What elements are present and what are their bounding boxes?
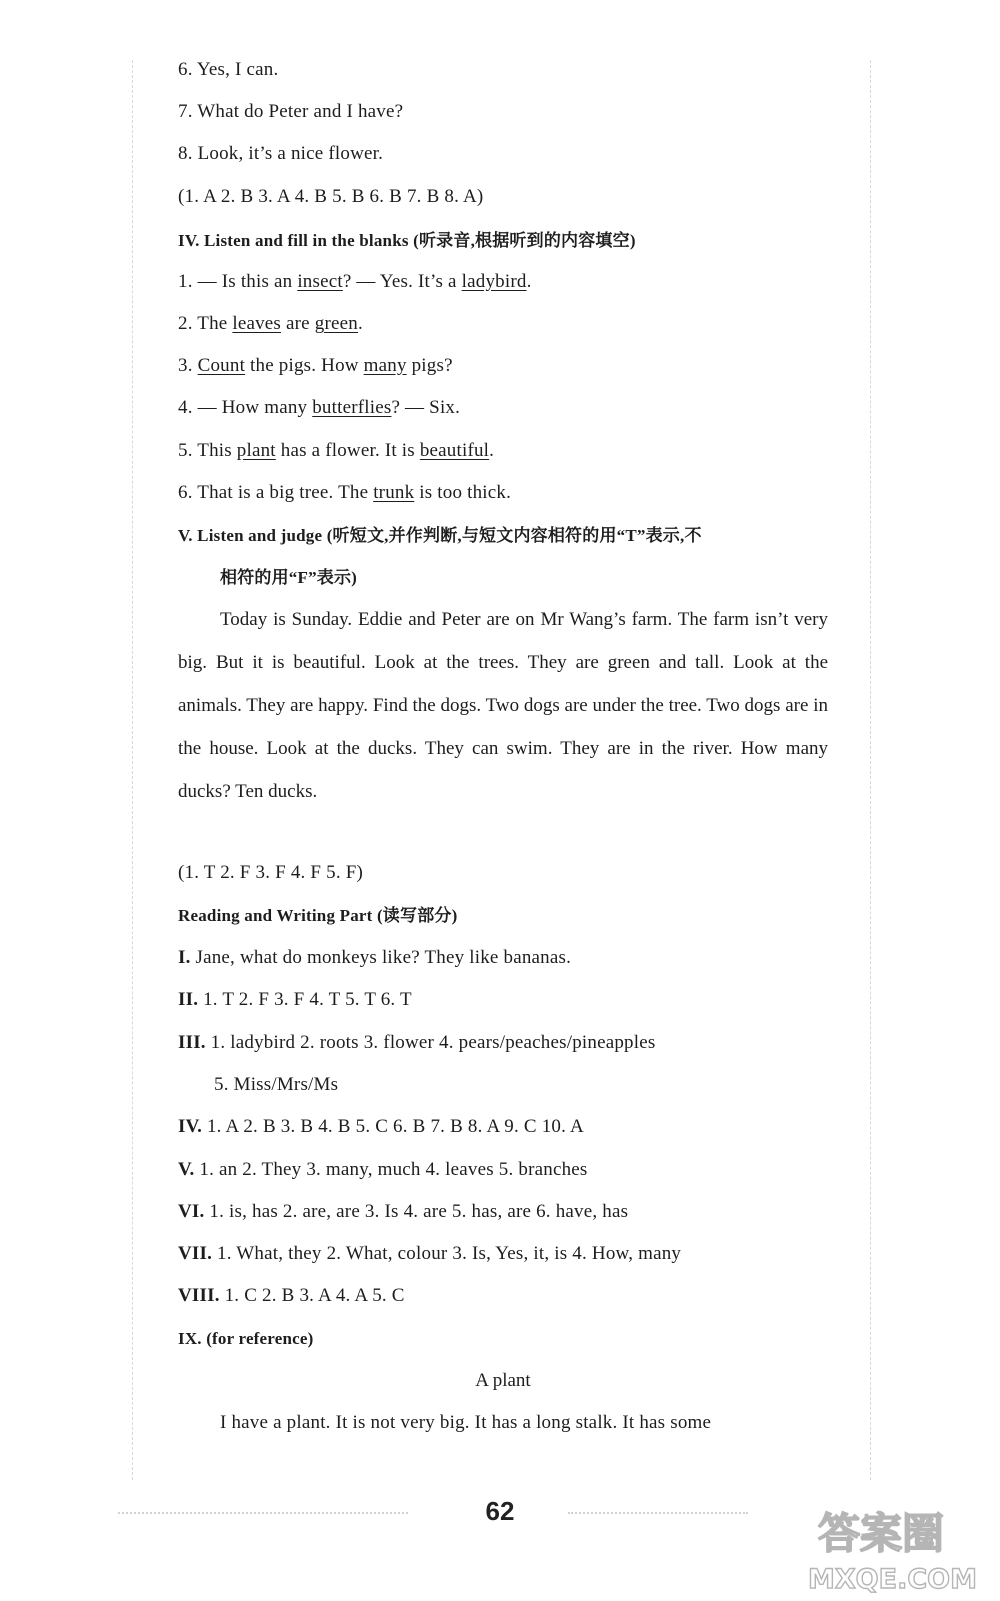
footer-rule-left xyxy=(118,1512,408,1514)
section4-heading: IV. Listen and fill in the blanks (听录音,根据听到的内容填空) xyxy=(178,231,636,250)
rw-item-4: IV. 1. A 2. B 3. B 4. B 5. C 6. B 7. B 8. A 9. C 10. A xyxy=(178,1116,584,1137)
fill-item-5: 5. This plant has a flower. It is beautiful. xyxy=(178,440,495,461)
rw-item-7: VII. 1. What, they 2. What, colour 3. Is, Yes, it, is 4. How, many xyxy=(178,1243,682,1264)
watermark-top-text: 答案圈 xyxy=(818,1509,945,1558)
rw-item-1: I. Jane, what do monkeys like? They like bananas. xyxy=(178,947,572,968)
rw-item-6: VI. 1. is, has 2. are, are 3. Is 4. are 5. has, are 6. have, has xyxy=(178,1201,629,1222)
page-number: 62 xyxy=(485,1496,515,1526)
answer-line-8: 8. Look, it’s a nice flower. xyxy=(178,143,384,164)
rw-item-9: IX. (for reference) xyxy=(178,1329,314,1348)
rw-item-8: VIII. 1. C 2. B 3. A 4. A 5. C xyxy=(178,1285,405,1306)
section5-answers: (1. T 2. F 3. F 4. F 5. F) xyxy=(178,862,364,883)
rw-item-3: III. 1. ladybird 2. roots 3. flower 4. pears/peaches/pineapples xyxy=(178,1032,656,1053)
watermark-logo xyxy=(800,1496,990,1596)
fill-item-1: 1. — Is this an insect? — Yes. It’s a ladybird. xyxy=(178,271,532,292)
listening-passage: Today is Sunday. Eddie and Peter are on Mr Wang’s farm. The farm isn’t very big. But it is beautiful. Look at the trees. They are green and tall. Look at the animals. They are happy. Find the dogs. Two dogs are under the tree. Two dogs are in the house. Look at the ducks. They can swim. They are in the river. How many ducks? Ten ducks. xyxy=(178,609,828,802)
essay-first-line: I have a plant. It is not very big. It has a long stalk. It has some xyxy=(220,1412,712,1433)
fill-item-4: 4. — How many butterflies? — Six. xyxy=(178,397,461,418)
answer-line-6: 6. Yes, I can. xyxy=(178,59,279,80)
fill-item-2: 2. The leaves are green. xyxy=(178,313,363,334)
right-margin-guide xyxy=(870,60,871,1480)
section5-heading-cont: 相符的用“F”表示) xyxy=(220,568,358,587)
footer-rule-right xyxy=(568,1512,748,1514)
left-margin-guide xyxy=(132,60,133,1480)
watermark-bottom-text: MXQE.COM xyxy=(808,1564,977,1595)
rw-item-3-cont: 5. Miss/Mrs/Ms xyxy=(214,1074,339,1095)
fill-item-3: 3. Count the pigs. How many pigs? xyxy=(178,355,453,376)
section3-answers: (1. A 2. B 3. A 4. B 5. B 6. B 7. B 8. A) xyxy=(178,186,484,207)
answer-line-7: 7. What do Peter and I have? xyxy=(178,101,404,122)
rw-item-5: V. 1. an 2. They 3. many, much 4. leaves 5. branches xyxy=(178,1159,588,1180)
reading-writing-heading: Reading and Writing Part (读写部分) xyxy=(178,906,458,925)
essay-title: A plant xyxy=(475,1370,531,1391)
fill-item-6: 6. That is a big tree. The trunk is too thick. xyxy=(178,482,512,503)
section5-heading: V. Listen and judge (听短文,并作判断,与短文内容相符的用“T”表示,不 xyxy=(178,526,702,545)
rw-item-2: II. 1. T 2. F 3. F 4. T 5. T 6. T xyxy=(178,989,412,1010)
